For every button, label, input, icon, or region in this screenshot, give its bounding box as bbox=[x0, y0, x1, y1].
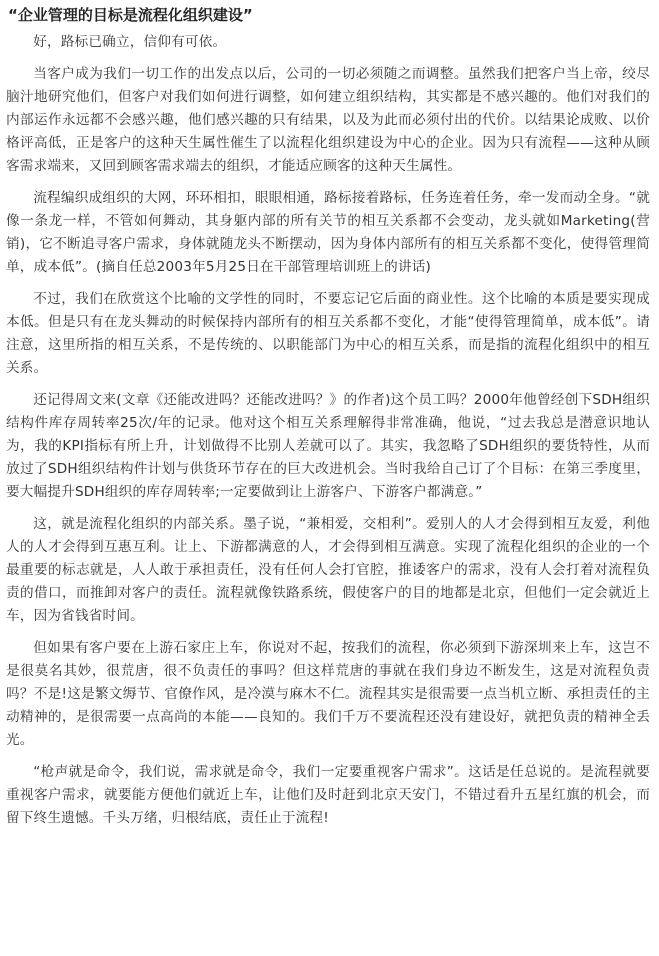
paragraph-3: 流程编织成组织的大网，环环相扣，眼眼相通，路标接着路标，任务连着任务，牵一发而动全身。“就像一条龙一样，不管如何舞动，其身躯内部的所有关节的相互关系都不会变动，龙头就如Marketing(营销)，它不断追寻客户需求，身体就随龙头不断摆动，因为身体内部所有的相互关系都不变化，使得管理简单，成本低”。(摘自任总2003年5月25日在干部管理培训班上的讲话) bbox=[6, 190, 650, 275]
paragraph-4: 不过，我们在欣赏这个比喻的文学性的同时，不要忘记它后面的商业性。这个比喻的本质是要实现成本低。但是只有在龙头舞动的时候保持内部所有的相互关系都不变化，才能“使得管理简单，成本低”。请注意，这里所指的相互关系，不是传统的、以职能部门为中心的相互关系，而是指的流程化组织中的相互关系。 bbox=[6, 291, 650, 376]
article-title: “企业管理的目标是流程化组织建设” bbox=[8, 6, 253, 24]
paragraph-8: “枪声就是命令，我们说，需求就是命令，我们一定要重视客户需求”。这话是任总说的。是流程就要重视客户需求，就要能方便他们就近上车，让他们及时赶到北京天安门，不错过看升五星红旗的机会，而留下终生遗憾。千头万绪，归根结底，责任止于流程! bbox=[6, 764, 650, 826]
paragraph-2: 当客户成为我们一切工作的出发点以后，公司的一切必须随之而调整。虽然我们把客户当上帝，绞尽脑汁地研究他们，但客户对我们如何进行调整，如何建立组织结构，其实都是不感兴趣的。他们对我们的内部运作永远都不会感兴趣，他们感兴趣的只有结果，以及为此而必须付出的代价。以结果论成败、以价格评高低，正是客户的这种天生属性催生了以流程化组织建设为中心的企业。因为只有流程——这种从顾客需求端来，又回到顾客需求端去的组织，才能适应顾客的这种天生属性。 bbox=[6, 66, 650, 174]
paragraph-5: 还记得周文来(文章《还能改进吗？还能改进吗？》的作者)这个员工吗？2000年他曾经创下SDH组织结构件库存周转率25次/年的记录。他对这个相互关系理解得非常准确，他说，“过去我总是潜意识地认为，我的KPI指标有所上升，计划做得不比别人差就可以了。其实，我忽略了SDH组织的要货特性，从而放过了SDH组织结构件计划与供货环节存在的巨大改进机会。当时我给自己订了个目标：在第三季度里，要大幅提升SDH组织的库存周转率;一定要做到让上游客户、下游客户都满意。” bbox=[6, 392, 650, 500]
paragraph-6: 这，就是流程化组织的内部关系。墨子说，“兼相爱，交相利”。爱别人的人才会得到相互友爱，利他人的人才会得到互惠互利。让上、下游都满意的人，才会得到相互满意。实现了流程化组织的企业的一个最重要的标志就是，人人敢于承担责任，没有任何人会打官腔，推诿客户的需求，没有人会打着对流程负责的借口，而推卸对客户的责任。流程就像铁路系统，假使客户的目的地都是北京，但他们一定会就近上车，因为省钱省时间。 bbox=[6, 516, 650, 624]
paragraph-1: 好，路标已确立，信仰有可依。 bbox=[33, 34, 227, 50]
paragraph-7: 但如果有客户要在上游石家庄上车，你说对不起，按我们的流程，你必须到下游深圳来上车，这岂不是很莫名其妙，很荒唐，很不负责任的事吗？但这样荒唐的事就在我们身边不断发生，这是对流程负责吗？不是!这是繁文缛节、官僚作风，是冷漠与麻木不仁。流程其实是很需要一点当机立断、承担责任的主动精神的，是很需要一点高尚的本能——良知的。我们千万不要流程还没有建设好，就把负责的精神全丢光。 bbox=[6, 640, 650, 748]
